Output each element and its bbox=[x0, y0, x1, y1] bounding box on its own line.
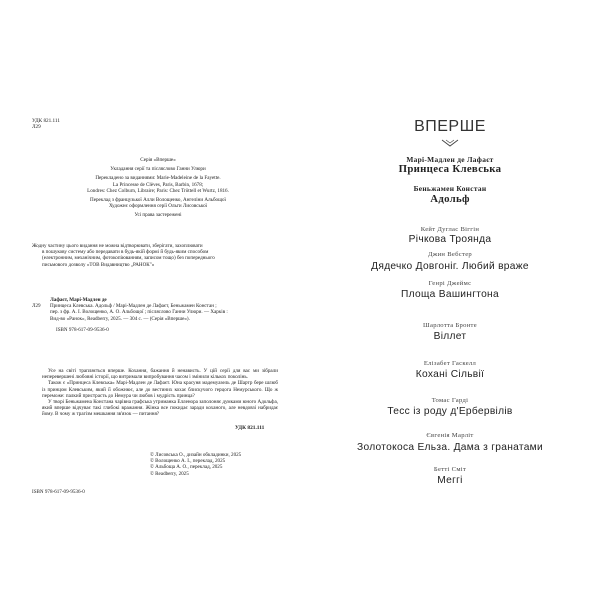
series-author: Марі-Мадлен де Лафаєт bbox=[406, 155, 494, 164]
annotation bbox=[42, 368, 278, 418]
isbn-mid: ISBN 978-617-09-9536-0 bbox=[56, 326, 109, 333]
biblio-author: Лафаєт, Марі-Мадлен де bbox=[50, 297, 107, 303]
series-title-entry: Дядечко Довгоніг. Любий враже bbox=[371, 261, 529, 272]
copyright-line: © Волощенко А. І., переклад, 2025 bbox=[150, 458, 226, 465]
translators-line: Переклад з французької Алли Волощенко, Ангеліни Альбощої bbox=[90, 197, 226, 204]
series-author: Елізабет Гаскелл bbox=[423, 360, 477, 367]
series-author: Шарлотта Бронте bbox=[423, 322, 477, 329]
series-line: Серія «Вперше» bbox=[140, 157, 176, 163]
udk-top bbox=[32, 118, 60, 130]
series-title-entry: Площа Вашингтона bbox=[401, 289, 499, 300]
annotation-paragraph: Усе на світі трапляється вперше. Кохання, бажання й ненависть. У цій серії для вас ми зібрали неперевершені любовні історії, що витримали випробування часом і змінили кількох поколінь. bbox=[42, 368, 278, 381]
series-author: Євгенія Марліт bbox=[426, 432, 474, 439]
rights-notice bbox=[32, 243, 277, 268]
biblio-line: Принцеса Клевська. Адольф / Марі-Мадлен де Лафаєт, Беньжамен Констан ; bbox=[50, 303, 217, 310]
series-title: ВПЕРШЕ bbox=[414, 118, 486, 135]
design-line: Художнє оформлення серії Ольги Лисовської bbox=[108, 203, 208, 210]
credits-block bbox=[42, 157, 274, 219]
biblio-index: Л29 bbox=[32, 303, 41, 310]
series-author: Кейт Дуглас Віггін bbox=[420, 226, 480, 233]
source-line-2: La Princesse de Clèves, Paris, Barbin, 1678; bbox=[112, 181, 204, 188]
rights-notice-line: (електронним, механічним, фотокопіюванням, записом тощо) без попереднього bbox=[42, 255, 215, 262]
bibliographic-record bbox=[32, 297, 277, 333]
series-author: Беттi Сміт bbox=[433, 466, 467, 473]
source-line-1: Перекладено за виданнями: Marie-Madeleine de la Fayette. bbox=[95, 175, 221, 182]
copyright-line: © Лисовська О., дизайн обкладинки, 2025 bbox=[150, 452, 242, 458]
series-author: Беньжамен Констан bbox=[413, 184, 487, 193]
copyright-line: © Readberry, 2025 bbox=[150, 470, 189, 477]
rights-notice-line: письмового дозволу «ТОВ Видавництво „РАНОК"» bbox=[42, 261, 155, 268]
rights-notice-line: Жодну частину цього видання не можна відтворювати, зберігати, захоплювати bbox=[32, 243, 203, 249]
right-page bbox=[300, 0, 600, 600]
udk-code: УДК 821.111 bbox=[32, 118, 60, 124]
compiler-line: Укладання серії та післяслово Ганни Улюри bbox=[110, 166, 206, 173]
series-author: Генрі Джеймс bbox=[428, 280, 472, 287]
series-author: Томас Гарді bbox=[431, 397, 469, 404]
series-title-entry: Річкова Троянда bbox=[408, 234, 492, 245]
source-line-3: Londres: Chez Colburn, Libraire; Paris: Chez Tröttell et Wurtz, 1816. bbox=[87, 187, 229, 194]
annotation-paragraph: У творі Беньжамена Констана чарівна графська утриманка Елленора заполоняє думками юного Адольфа, який вперше відчуває такі глибокі вражання. Жінка все покидає заради коханого, але невдовзі набридає йому. В чому ж трагізм мешкання зв'язок — питання? bbox=[42, 399, 278, 418]
series-author: Джин Вебстер bbox=[427, 251, 473, 258]
biblio-line: Вид-во «Ранок», Readberry, 2025. — 304 с. — (Серія «Вперше»). bbox=[50, 315, 190, 322]
author-index: Л29 bbox=[32, 124, 41, 131]
udk-bottom: УДК 821.111 bbox=[235, 425, 265, 431]
series-title-entry: Меггі bbox=[437, 475, 463, 486]
biblio-line: пер. з фр. А. І. Волощенко, А. О. Альбощої ; післяслово Ганни Улюри. — Харків : bbox=[50, 309, 228, 316]
series-title-entry: Віллет bbox=[433, 331, 467, 342]
series-title-entry: Адольф bbox=[430, 193, 470, 205]
copyright-block bbox=[150, 452, 280, 477]
ornament-icon bbox=[441, 139, 459, 147]
annotation-paragraph: Також є «Принцеса Клевська» Марі-Мадлен де Лафаєт. Юна красуня мадемуазель де Шартр бере шлюб із принцом Клевським, який її обожнює, але до вестиних кохає блискучого герцога Немурського. Що ж переможе: палкий пристрасть до Немура чи любов і мудрість принца? bbox=[42, 380, 278, 399]
isbn-bottom: ISBN 978-617-09-9536-0 bbox=[32, 489, 85, 495]
rights-notice-line: в пошукову систему або передавати в будь-якій формі й будь-яким способом bbox=[42, 249, 209, 256]
series-title-entry: Тесс із роду д'Ербервілів bbox=[387, 406, 513, 417]
rights-reserved-line: Усі права застережені bbox=[134, 212, 182, 219]
copyright-line: © Альбоща А. О., переклад, 2025 bbox=[150, 464, 223, 471]
series-title-entry: Кохані Сільвії bbox=[415, 369, 485, 380]
series-title-entry: Принцеса Клевська bbox=[398, 163, 502, 175]
series-title-entry: Золотокоса Ельза. Дама з гранатами bbox=[357, 442, 543, 453]
